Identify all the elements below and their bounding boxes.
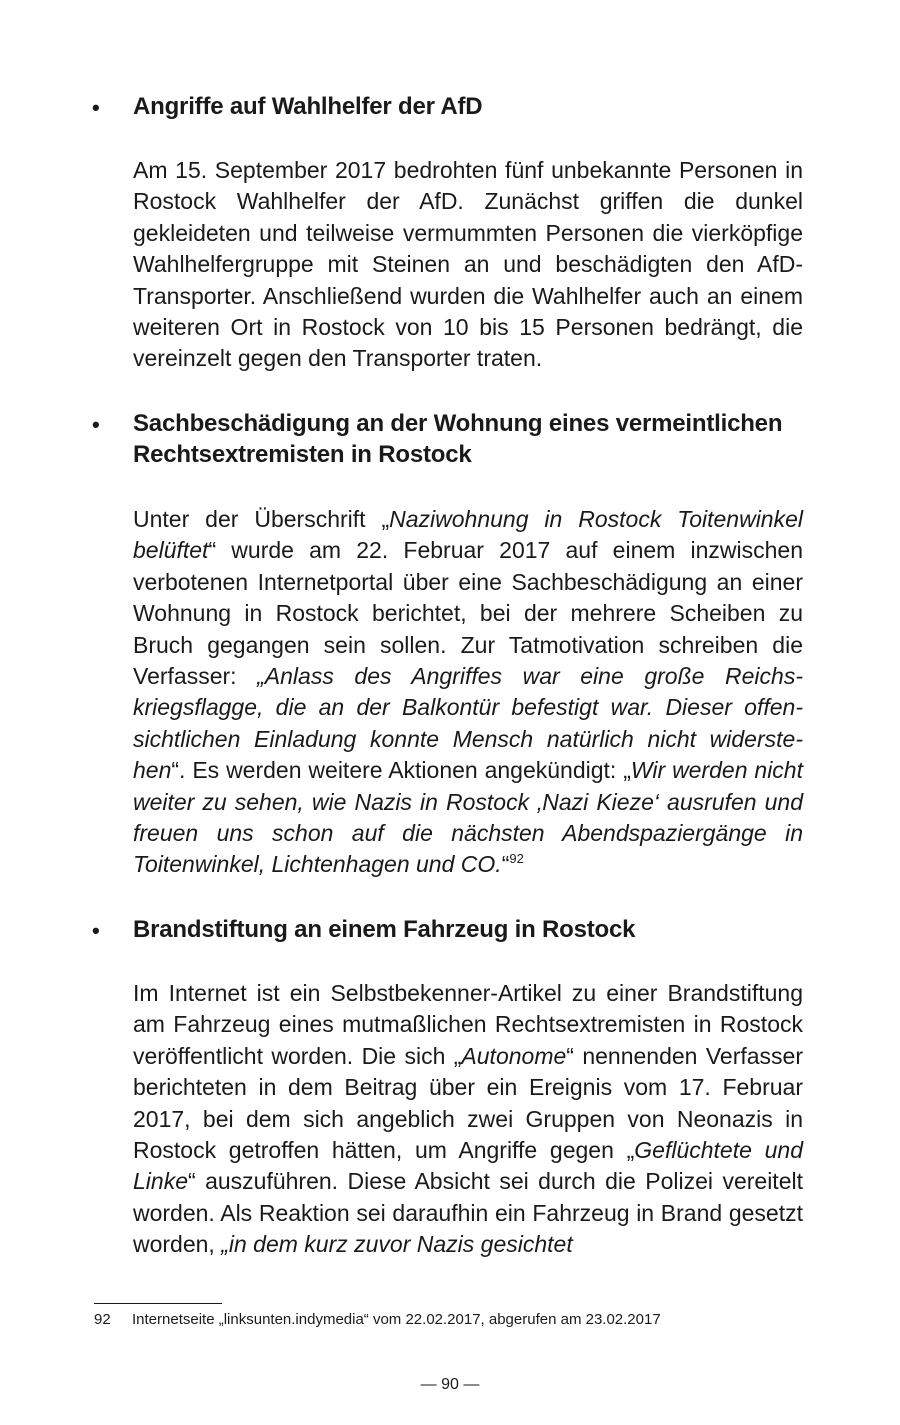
italic-quote-run: Naziwohnung in Rostock Toitenwinkel belüftet bbox=[133, 506, 803, 564]
section-heading: Sachbeschädigung an der Wohnung eines vermeintlichen Rechtsextremisten in Rostock bbox=[133, 410, 783, 468]
bullet-marker: • bbox=[92, 918, 100, 943]
italic-quote-run: Wir werden nicht weiter zu sehen, wie Nazis in Rostock ‚Nazi Kieze‘ ausrufen und freuen uns schon auf die nächsten Abendspaziergänge in Toitenwinkel, Lichtenhagen und CO. bbox=[133, 757, 803, 878]
italic-quote-run: Autonome bbox=[461, 1042, 567, 1069]
italic-quote-run: Geflüchtete und Linke bbox=[133, 1137, 803, 1195]
footnote-divider bbox=[94, 1303, 222, 1304]
section-paragraph bbox=[133, 155, 803, 375]
page-number: — 90 — bbox=[420, 1376, 480, 1393]
footnote bbox=[94, 1310, 661, 1330]
footnote-text: Internetseite „linksunten.indymedia“ vom 22.02.2017, abgerufen am 23.02.2017 bbox=[132, 1311, 661, 1328]
text-run: “ auszuführen. Diese Absicht sei durch die Polizei vereitelt worden. Als Reaktion sei daraufhin ein Fahrzeug in Brand gesetzt worden, bbox=[133, 1168, 803, 1258]
text-run: Unter der Überschrift „ bbox=[133, 506, 390, 532]
bullet-marker: • bbox=[92, 412, 100, 437]
text-run: Am 15. September 2017 bedrohten fünf unbekannte Personen in Rostock Wahlhelfer der AfD. Zunächst griffen die dunkel gekleideten und teilweise vermummten Personen die vierköpfige Wahlhelfergruppe mit Steinen an und beschädigten den AfD-Transporter. Anschließend wurden die Wahlhelfer auch an einem weiteren Ort in Rostock von 10 bis 15 Personen bedrängt, die vereinzelt gegen den Transporter traten. bbox=[133, 157, 803, 372]
text-run: “ wurde am 22. Februar 2017 auf einem inzwischen verbotenen Internetportal über eine Sachbeschädigung an einer Wohnung in Rostock berichtet, bei der mehrere Scheiben zu Bruch gegangen sein sollen. Zur Tatmotivation schreiben die Verfasser: bbox=[133, 537, 803, 690]
section-paragraph bbox=[133, 504, 803, 881]
text-run: Im Internet ist ein Selbstbekenner-Artikel zu einer Brandstiftung am Fahrzeug eines mutmaßlichen Rechtsextremisten in Rostock veröffentlicht worden. Die sich „ bbox=[133, 980, 803, 1069]
text-run: “ bbox=[501, 851, 510, 878]
italic-quote-run: „Anlass des Angriffes war eine große Reichskriegsflagge, die an der Balkontür befestigt war. Dieser offensichtlichen Einladung konnte Mensch natürlich nicht widerstehen bbox=[133, 663, 803, 784]
footnote-number: 92 bbox=[94, 1311, 111, 1328]
section-paragraph bbox=[133, 978, 803, 1261]
bullet-marker: • bbox=[92, 95, 100, 120]
section-heading: Brandstiftung an einem Fahrzeug in Rostock bbox=[133, 916, 636, 943]
text-run: “. Es werden weitere Aktionen angekündigt: „ bbox=[171, 757, 631, 784]
text-run: “ nennenden Verfasser berichteten in dem Beitrag über ein Ereignis vom 17. Februar 2017, bei dem sich angeblich zwei Gruppen von Neonazis in Rostock getroffen hätten, um Angriffe gegen „ bbox=[133, 1042, 803, 1164]
section-heading: Angriffe auf Wahlhelfer der AfD bbox=[133, 93, 483, 120]
italic-quote-run: „in dem kurz zuvor Nazis gesichtet bbox=[221, 1231, 573, 1258]
footnote-reference: 92 bbox=[509, 851, 524, 867]
